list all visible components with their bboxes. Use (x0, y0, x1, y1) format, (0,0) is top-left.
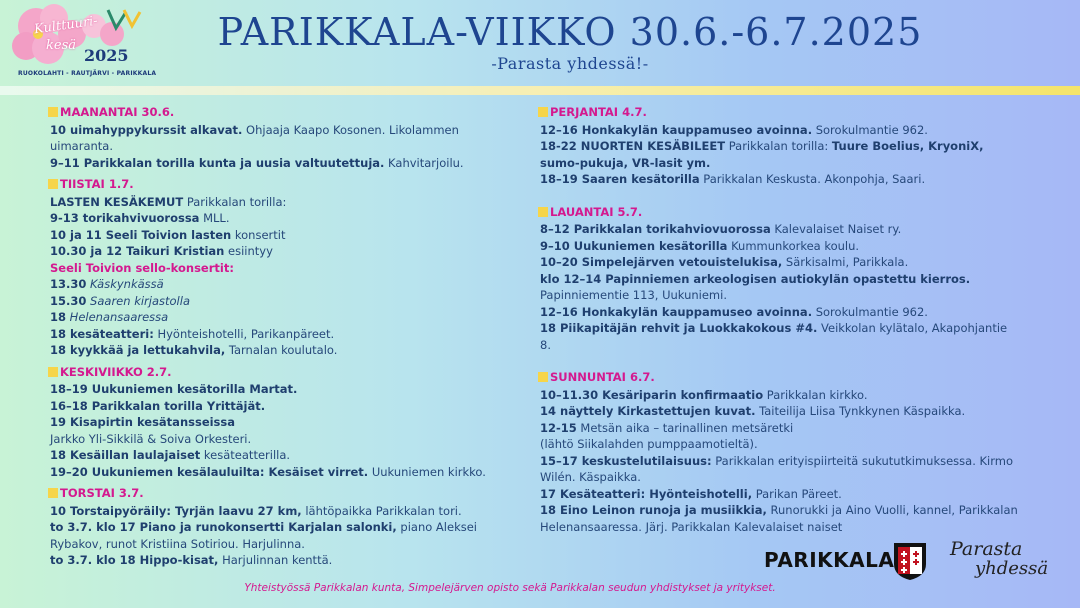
event-line: 18–19 Saaren kesätorilla Parikkalan Keskusta. Akonpohja, Saari. (540, 172, 926, 186)
event-line: 8–12 Parikkalan torikahviovuorossa Kalevalaiset Naiset ry. (540, 222, 902, 236)
event-line: (lähtö Siikalahden pumppaamotieltä). (540, 437, 758, 451)
marker-icon (538, 372, 548, 382)
footer-credits: Yhteistyössä Parikkalan kunta, Simpelejärven opisto sekä Parikkalan seudun yhdistykset ja yritykset. (244, 582, 776, 594)
logo-year: 2025 (84, 46, 129, 65)
event-line: 12–16 Honkakylän kauppamuseo avoinna. Sorokulmantie 962. (540, 122, 928, 137)
left-column (50, 104, 490, 569)
event-line: 18–19 Uukuniemen kesätorilla Martat. (50, 382, 298, 396)
event-line: to 3.7. klo 18 Hippo-kisat, Harjulinnan kenttä. (50, 553, 333, 567)
event-line: 19 Kisapirtin kesätansseissa (50, 415, 236, 429)
event-line: to 3.7. klo 17 Piano ja runokonsertti Karjalan salonki, piano Aleksei Rybakov, runot Kristiina Sotiriou. Harjulinna. (50, 520, 477, 551)
day-heading-wednesday: KESKIVIIKKO 2.7. (50, 364, 490, 381)
right-column (540, 104, 1020, 535)
event-line: 10 Torstaipyöräily: Tyrjän laavu 27 km, lähtöpaikka Parikkalan tori. (50, 503, 462, 518)
logo-subline: RUOKOLAHTI - RAUTJÄRVI - PARIKKALA (18, 70, 157, 77)
event-line: 12-15 Metsän aika – tarinallinen metsäretki (540, 420, 794, 435)
marker-icon (48, 107, 58, 117)
event-line: 17 Kesäteatteri: Hyönteishotelli, Parikan Päreet. (540, 486, 842, 501)
event-line: 9-13 torikahvivuorossa MLL. (50, 211, 230, 225)
event-line: 18 Helenansaaressa (50, 310, 169, 324)
event-line: Jarkko Yli-Sikkilä & Soiva Orkesteri. (50, 431, 252, 446)
event-line: klo 12–14 Papinniemen arkeologisen autiokylän opastettu kierros. Papinniementie 113, Uukuniemi. (540, 271, 971, 302)
day-heading-saturday: LAUANTAI 5.7. (540, 204, 1020, 221)
event-line: 9–11 Parikkalan torilla kunta ja uusia valtuutettuja. Kahvitarjoilu. (50, 155, 464, 170)
marker-icon (48, 179, 58, 189)
day-heading-sunday: SUNNUNTAI 6.7. (540, 369, 1020, 386)
marker-icon (48, 488, 58, 498)
event-line: 10 uimahyppykurssit alkavat. Ohjaaja Kaapo Kosonen. Likolammen uimaranta. (50, 122, 459, 153)
event-line: 18 Eino Leinon runoja ja musiikkia, Runorukki ja Aino Vuolli, kannel, Parikkalan Helenansaaressa. Järj. Parikkalan Kalevalaiset naiset (540, 503, 1018, 534)
page-title: PARIKKALA-VIIKKO 30.6.-6.7.2025 (217, 10, 923, 54)
day-heading-monday: MAANANTAI 30.6. (50, 104, 490, 121)
event-line: 15–17 keskustelutilaisuus: Parikkalan erityispiirteitä sukututkimuksessa. Kirmo Wilén. Käspaikka. (540, 453, 1014, 484)
parasta-signature: Parasta (950, 538, 1023, 560)
event-line: LASTEN KESÄKEMUT Parikkalan torilla: (50, 194, 287, 209)
event-line: 9–10 Uukuniemen kesätorilla Kummunkorkea koulu. (540, 238, 860, 253)
event-line: 10–11.30 Kesäriparin konfirmaatio Parikkalan kirkko. (540, 387, 868, 402)
coat-of-arms-icon (890, 540, 930, 582)
marker-icon (48, 367, 58, 377)
event-line: 10–20 Simpelejärven vetouistelukisa, Särkisalmi, Parikkala. (540, 255, 909, 269)
day-heading-thursday: TORSTAI 3.7. (50, 485, 490, 502)
event-line: 13.30 Käskynkässä (50, 277, 164, 291)
event-line: 18 Piikapitäjän rehvit ja Luokkakokous #4. Veikkolan kylätalo, Akapohjantie 8. (540, 321, 1008, 352)
event-line: 18-22 NUORTEN KESÄBILEET Parikkalan torilla: Tuure Boelius, KryoniX, sumo-pukuja, VR-lasit ym. (540, 139, 984, 170)
yhdessa-signature: yhdessä (975, 558, 1049, 579)
logo-script-line1: Kulttuuri- (33, 13, 99, 38)
event-line: 10.30 ja 12 Taikuri Kristian esiintyy (50, 244, 273, 258)
event-line: 18 Kesäillan laulajaiset kesäteatterilla. (50, 448, 291, 462)
day-heading-friday: PERJANTAI 4.7. (540, 104, 1020, 121)
event-line: 12–16 Honkakylän kauppamuseo avoinna. Sorokulmantie 962. (540, 304, 928, 319)
parikkala-wordmark: PARIKKALA (764, 548, 895, 572)
marker-icon (538, 107, 548, 117)
logo-script-line2: kesä (46, 38, 76, 53)
event-line: 16–18 Parikkalan torilla Yrittäjät. (50, 398, 266, 413)
event-line: 18 kesäteatteri: Hyönteishotelli, Parikanpäreet. (50, 326, 335, 341)
page-subtitle: -Parasta yhdessä!- (491, 54, 649, 73)
header-band (0, 86, 1080, 95)
event-line: 18 kyykkää ja lettukahvila, Tarnalan koulutalo. (50, 343, 338, 357)
event-line: Seeli Toivion sello-konsertit: (50, 260, 234, 275)
event-line: 10 ja 11 Seeli Toivion lasten konsertit (50, 227, 286, 242)
event-line: 14 näyttely Kirkastettujen kuvat. Taiteilija Liisa Tynkkynen Käspaikka. (540, 404, 966, 418)
day-heading-tuesday: TIISTAI 1.7. (50, 176, 490, 193)
event-line: 15.30 Saaren kirjastolla (50, 293, 190, 308)
marker-icon (538, 207, 548, 217)
event-line: 19–20 Uukuniemen kesälauluilta: Kesäiset virret. Uukuniemen kirkko. (50, 464, 486, 479)
